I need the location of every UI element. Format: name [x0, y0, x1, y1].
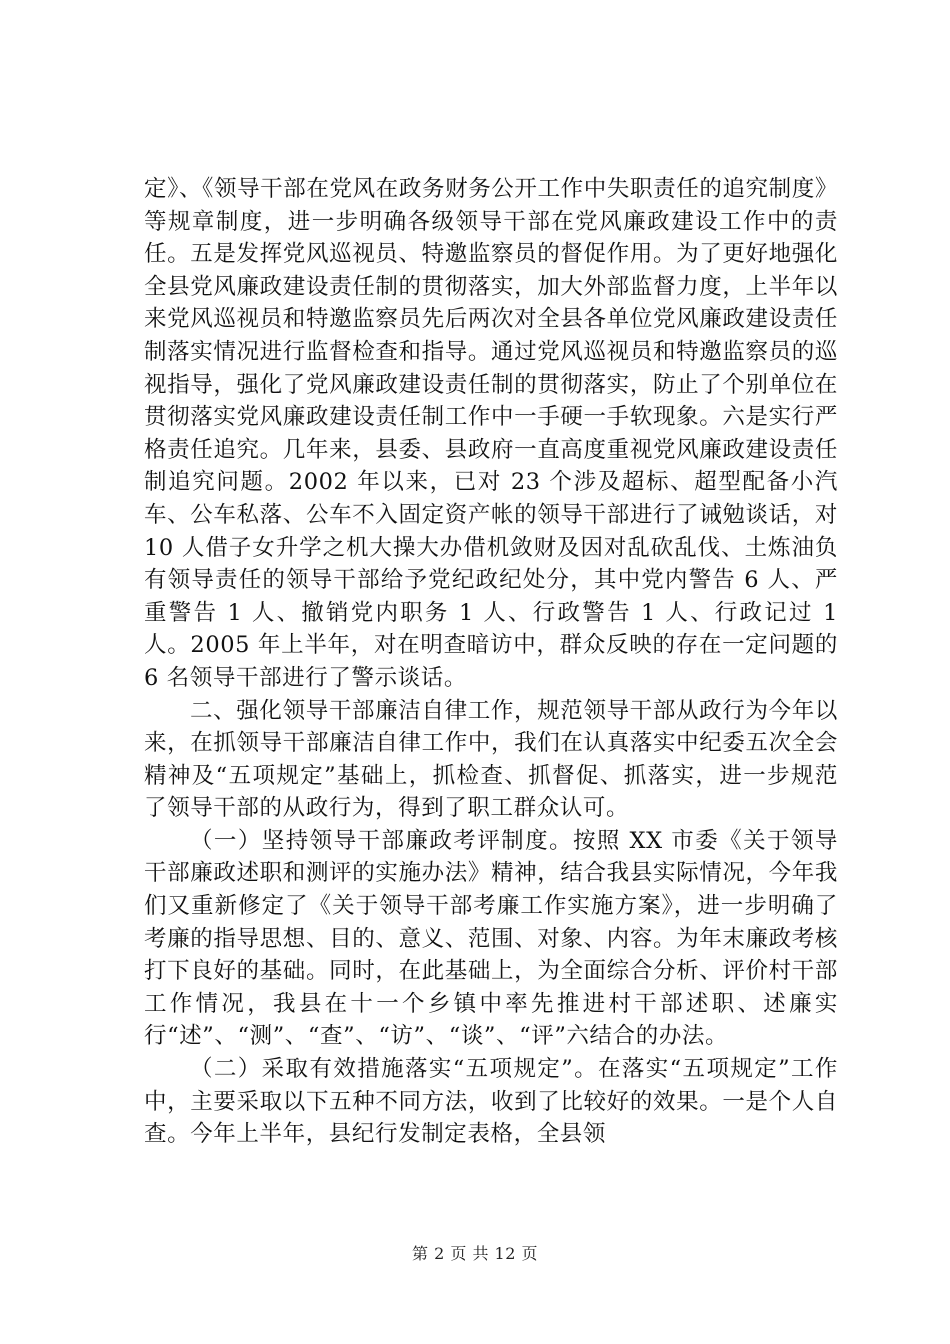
- document-body: [144, 173, 838, 1151]
- page-footer: [0, 1241, 950, 1264]
- page-number-label: 第 2 页 共 12 页: [412, 1244, 538, 1263]
- paragraph-section-two: 二、强化领导干部廉洁自律工作，规范领导干部从政行为今年以来，在抓领导干部廉洁自律工作中，我们在认真落实中纪委五次全会精神及“五项规定”基础上，抓检查、抓督促、抓落实，进一步规范了领导干部的从政行为，得到了职工群众认可。: [144, 697, 838, 822]
- paragraph-item-two: （二）采取有效措施落实“五项规定”。在落实“五项规定”工作中，主要采取以下五种不同方法，收到了比较好的效果。一是个人自查。今年上半年，县纪行发制定表格，全县领: [144, 1056, 838, 1148]
- paragraph-continuation: 定》、《领导干部在党风在政务财务公开工作中失职责任的追究制度》等规章制度，进一步明确各级领导干部在党风廉政建设工作中的责任。五是发挥党风巡视员、特邀监察员的督促作用。为了更好地强化全县党风廉政建设责任制的贯彻落实，加大外部监督力度，上半年以来党风巡视员和特邀监察员先后两次对全县各单位党风廉政建设责任制落实情况进行监督检查和指导。通过党风巡视员和特邀监察员的巡视指导，强化了党风廉政建设责任制的贯彻落实，防止了个别单位在贯彻落实党风廉政建设责任制工作中一手硬一手软现象。六是实行严格责任追究。几年来，县委、县政府一直高度重视党风廉政建设责任制追究问题。2002 年以来，已对 23 个涉及超标、超型配备小汽车、公车私落、公车不入固定资产帐的领导干部进行了诫勉谈话，对 10 人借子女升学之机大操大办借机敛财及因对乱砍乱伐、土炼油负有领导责任的领导干部给予党纪政纪处分，其中党内警告 6 人、严重警告 1 人、撤销党内职务 1 人、行政警告 1 人、行政记过 1 人。2005 年上半年，对在明查暗访中，群众反映的存在一定问题的 6 名领导干部进行了警示谈话。: [144, 176, 838, 691]
- paragraph-item-one: （一）坚持领导干部廉政考评制度。按照 XX 市委《关于领导干部廉政述职和测评的实施办法》精神，结合我县实际情况，今年我们又重新修定了《关于领导干部考廉工作实施方案》，进一步明确了考廉的指导思想、目的、意义、范围、对象、内容。为年末廉政考核打下良好的基础。同时，在此基础上，为全面综合分析、评价村干部工作情况，我县在十一个乡镇中率先推进村干部述职、述廉实行“述”、“测”、“查”、“访”、“谈”、“评”六结合的办法。: [144, 827, 838, 1050]
